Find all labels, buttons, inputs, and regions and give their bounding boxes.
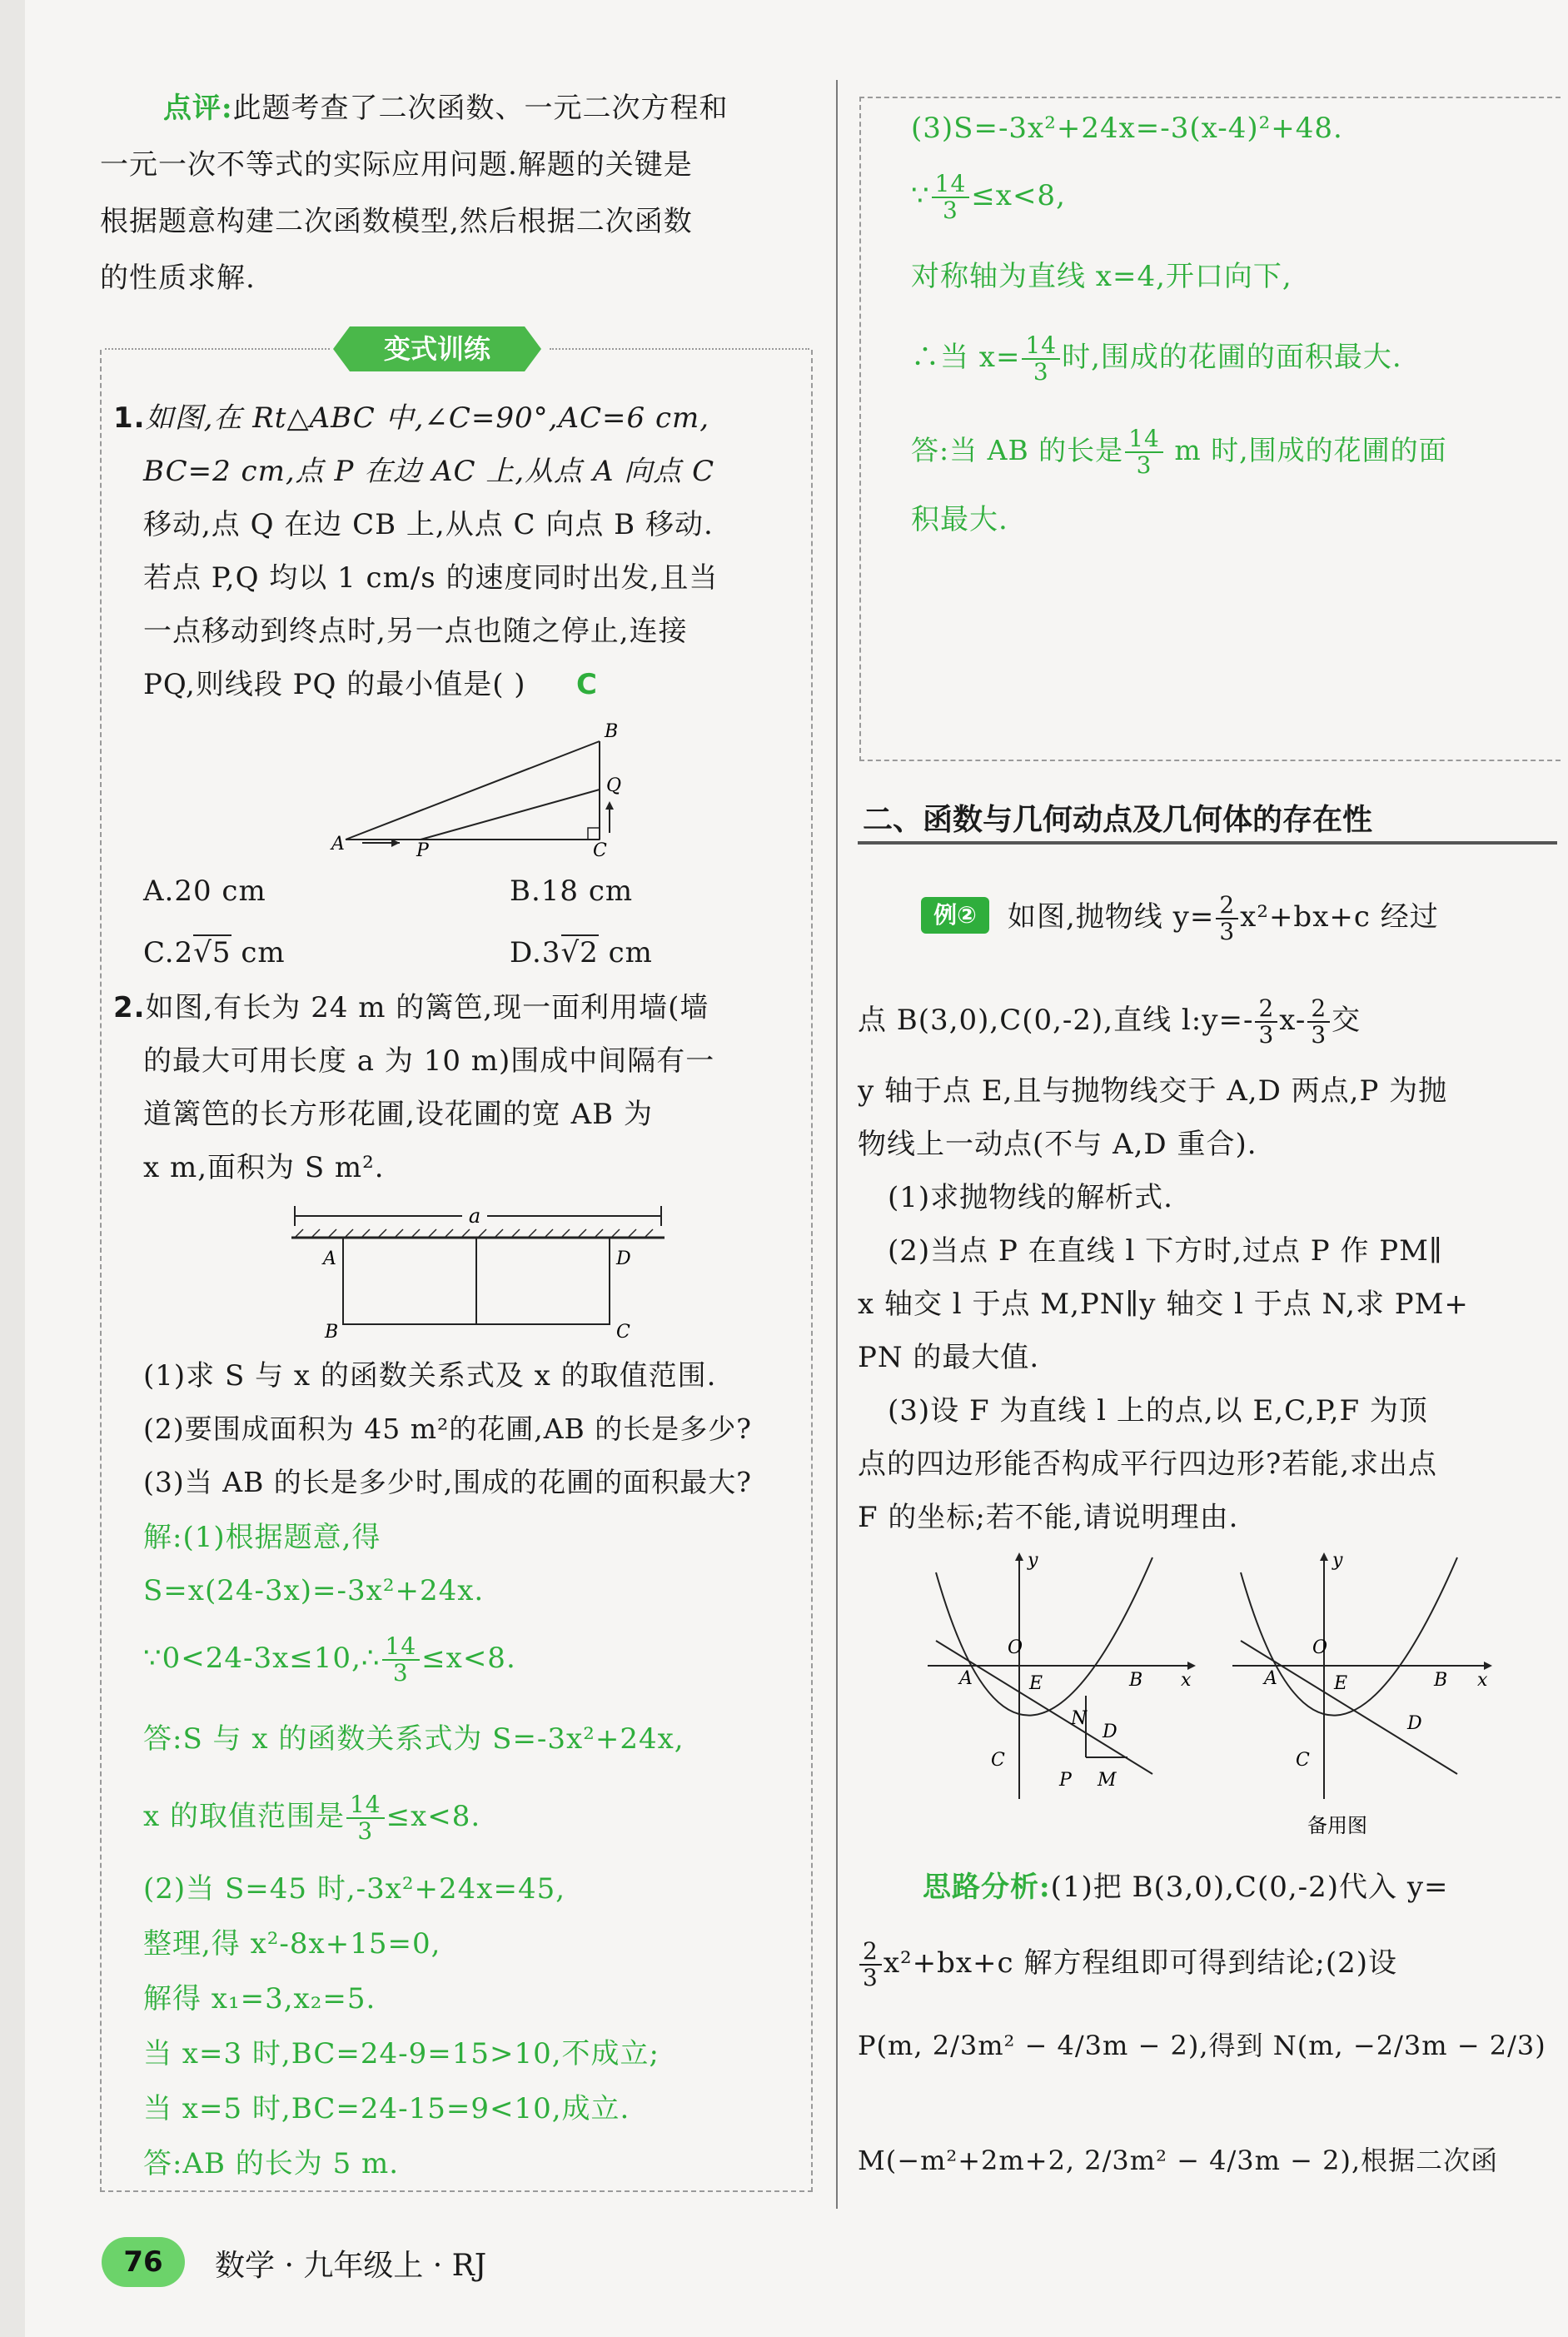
page-number: 76 <box>102 2237 185 2287</box>
q1-option-a: A.20 cm <box>143 875 266 908</box>
book-info: 数学 · 九年级上 · RJ <box>215 2249 487 2283</box>
q2-fig-label-a-len: a <box>468 1204 481 1228</box>
example-line-5: (1)求抛物线的解析式. <box>888 1181 1173 1214</box>
right-sol-5: 答:当 AB 的长是 $\frac{14}{3}$ m 时,围成的花圃的面 <box>911 425 1447 479</box>
comment-line-3: 根据题意构建二次函数模型,然后根据二次函数 <box>100 205 693 238</box>
section-2-title: 二、函数与几何动点及几何体的存在性 <box>863 803 1373 837</box>
q1-fig-label-q: Q <box>606 775 622 796</box>
analysis-label: 思路分析: <box>923 1871 1051 1904</box>
fig1-label-n: N <box>1071 1708 1088 1729</box>
q2-sub-2: (2)要围成面积为 45 m²的花圃,AB 的长是多少? <box>143 1413 752 1445</box>
analysis-line-4: M(−m²+2m+2, 2/3m² − 4/3m − 2),根据二次函 <box>858 2145 1499 2176</box>
q2-fig-label-A: A <box>323 1248 336 1269</box>
fig1-label-m: M <box>1098 1770 1117 1791</box>
example-line-11: F 的坐标;若不能,请说明理由. <box>858 1501 1239 1534</box>
q2-sol-4: 答:S 与 x 的函数关系式为 S=-3x²+24x, <box>143 1722 684 1756</box>
fig1-label-a: A <box>959 1668 973 1689</box>
right-sol-6: 积最大. <box>911 503 1008 536</box>
q2-sol-1: 解:(1)根据题意,得 <box>143 1521 381 1554</box>
analysis-line-2: $\frac{2}{3}$ x²+bx+c 解方程组即可得到结论;(2)设 <box>858 1939 1397 1991</box>
q2-sol-3: ∵0<24-3x≤10,∴ $\frac{14}{3}$ ≤x<8. <box>143 1632 516 1687</box>
fig2-label-x: x <box>1477 1670 1488 1691</box>
page-edge <box>0 0 25 2337</box>
q1-line-5: 一点移动到终点时,另一点也随之停止,连接 <box>143 615 688 648</box>
comment-line-2: 一元一次不等式的实际应用问题.解题的关键是 <box>100 148 693 182</box>
fig2-label-d: D <box>1407 1713 1422 1734</box>
q2-number: 2. <box>113 991 146 1024</box>
q2-sol-2: S=x(24-3x)=-3x²+24x. <box>143 1574 485 1607</box>
example-line-6: (2)当点 P 在直线 l 下方时,过点 P 作 PM∥ <box>888 1234 1443 1268</box>
q2-fig-label-D: D <box>616 1248 631 1269</box>
example-line-3: y 轴于点 E,且与抛物线交于 A,D 两点,P 为抛 <box>858 1074 1448 1108</box>
q2-sol-9: 当 x=3 时,BC=24-9=15>10,不成立; <box>143 2037 660 2070</box>
fig2-label-b: B <box>1434 1670 1448 1691</box>
analysis-line-3: P(m, 2/3m² − 4/3m − 2),得到 N(m, −2/3m − 2/3) <box>858 2030 1546 2061</box>
example-line-10: 点的四边形能否构成平行四边形?若能,求出点 <box>858 1448 1438 1481</box>
example-line-2: 点 B(3,0),C(0,-2),直线 l:y=- $\frac{2}{3}$ x- $\frac{2}{3}$ 交 <box>858 994 1361 1049</box>
example-line-9: (3)设 F 为直线 l 上的点,以 E,C,P,F 为顶 <box>888 1394 1428 1428</box>
right-sol-4: ∴当 x= $\frac{14}{3}$ 时,围成的花圃的面积最大. <box>911 331 1402 386</box>
comment-line-1: 点评:此题考查了二次函数、一元二次方程和 <box>163 92 729 125</box>
fig1-label-o: O <box>1008 1637 1023 1658</box>
fig1-label-c: C <box>991 1750 1005 1771</box>
example-line-4: 物线上一动点(不与 A,D 重合). <box>858 1128 1257 1161</box>
fig1-label-b: B <box>1129 1670 1143 1691</box>
example-figure-spare <box>1224 1549 1499 1841</box>
q1-fig-label-a: A <box>331 834 345 855</box>
example-2-badge: 例② <box>921 897 989 934</box>
q2-sol-6: (2)当 S=45 时,-3x²+24x=45, <box>143 1872 566 1906</box>
comment-line-4: 的性质求解. <box>100 262 256 295</box>
q2-sub-1: (1)求 S 与 x 的函数关系式及 x 的取值范围. <box>143 1359 717 1393</box>
q1-line-4: 若点 P,Q 均以 1 cm/s 的速度同时出发,且当 <box>143 561 719 595</box>
q2-garden-figure <box>283 1199 674 1345</box>
q2-sol-10: 当 x=5 时,BC=24-15=9<10,成立. <box>143 2092 630 2125</box>
right-sol-1: (3)S=-3x²+24x=-3(x-4)²+48. <box>911 112 1343 145</box>
fig2-label-o: O <box>1312 1637 1328 1658</box>
right-sol-3: 对称轴为直线 x=4,开口向下, <box>911 260 1292 293</box>
variant-training-label: 变式训练 <box>383 333 491 365</box>
fig1-label-x: x <box>1181 1670 1192 1691</box>
example-line-7: x 轴交 l 于点 M,PN∥y 轴交 l 于点 N,求 PM+ <box>858 1288 1469 1321</box>
fig2-label-e: E <box>1334 1673 1348 1694</box>
q2-line-1: 2.如图,有长为 24 m 的篱笆,现一面利用墙(墙 <box>113 991 709 1024</box>
q1-number: 1. <box>113 401 146 435</box>
q1-fig-label-c: C <box>593 840 607 858</box>
fig2-label-c: C <box>1296 1750 1310 1771</box>
fig1-label-e: E <box>1029 1673 1043 1694</box>
q2-sol-5: x 的取值范围是 $\frac{14}{3}$ ≤x<8. <box>143 1791 481 1845</box>
right-sol-2: ∵ $\frac{14}{3}$ ≤x<8, <box>911 170 1066 224</box>
q2-line-4: x m,面积为 S m². <box>143 1151 385 1184</box>
q2-sol-7: 整理,得 x²-8x+15=0, <box>143 1927 441 1961</box>
section-2-rule <box>858 841 1557 845</box>
q2-fig-label-B: B <box>325 1322 339 1343</box>
example-figure-main <box>919 1549 1202 1807</box>
fig1-label-d: D <box>1103 1722 1118 1742</box>
q1-answer: C <box>576 668 598 701</box>
q1-option-c: C.2√5 cm <box>143 936 286 969</box>
q1-triangle-figure <box>325 716 641 858</box>
example-line-8: PN 的最大值. <box>858 1341 1040 1374</box>
q2-line-3: 道篱笆的长方形花圃,设花圃的宽 AB 为 <box>143 1098 653 1131</box>
comment-label: 点评: <box>163 92 233 125</box>
column-divider <box>836 80 838 2209</box>
fig2-label-y: y <box>1332 1550 1343 1571</box>
q1-line-3: 移动,点 Q 在边 CB 上,从点 C 向点 B 移动. <box>143 508 714 541</box>
q2-line-2: 的最大可用长度 a 为 10 m)围成中间隔有一 <box>143 1044 715 1078</box>
q2-sol-8: 解得 x₁=3,x₂=5. <box>143 1982 376 2016</box>
analysis-line-1: 思路分析:(1)把 B(3,0),C(0,-2)代入 y= <box>923 1871 1449 1904</box>
q1-line-6: PQ,则线段 PQ 的最小值是( ) <box>143 668 526 701</box>
q2-fig-label-C: C <box>616 1322 630 1343</box>
fig2-caption: 备用图 <box>1307 1814 1367 1837</box>
fig2-label-a: A <box>1264 1668 1277 1689</box>
q1-option-d: D.3√2 cm <box>510 936 653 969</box>
fig1-label-p: P <box>1059 1770 1072 1791</box>
q2-sol-11: 答:AB 的长为 5 m. <box>143 2147 400 2180</box>
q1-fig-label-b: B <box>605 721 619 742</box>
q1-line-1: 1.如图,在 Rt△ABC 中,∠C=90°,AC=6 cm, <box>113 401 710 435</box>
q2-sub-3: (3)当 AB 的长是多少时,围成的花圃的面积最大? <box>143 1466 752 1498</box>
q1-line-2: BC=2 cm,点 P 在边 AC 上,从点 A 向点 C <box>143 455 715 488</box>
q1-fig-label-p: P <box>416 840 429 858</box>
fig1-label-y: y <box>1028 1550 1038 1571</box>
q1-option-b: B.18 cm <box>510 875 634 908</box>
example-line-1: 如图,抛物线 y= $\frac{2}{3}$ x²+bx+c 经过 <box>1008 891 1439 945</box>
